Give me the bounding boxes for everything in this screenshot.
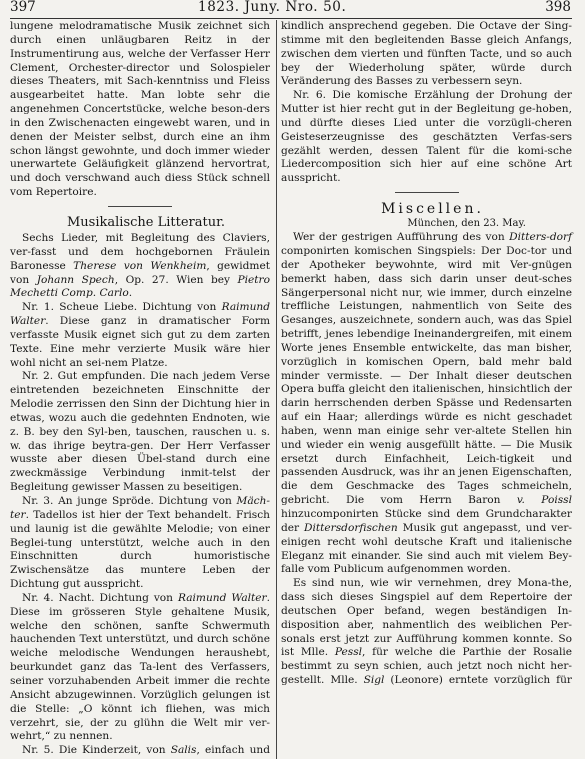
text-run: Es sind nun, wie wir vernehmen, drey Mona-the, dass sich dieses Singspiel auf dem Repertoire der deutschen Oper befand, wegen beständigen In-disposition aber, nahmentlich des weiblichen Per-sonals erst jetzt zur Aufführung kommen konnte. So ist Mlle. (281, 577, 572, 659)
issue-date-header: 1823. Juny. Nro. 50. (198, 0, 347, 15)
poet-name: Raimund Walter (10, 301, 270, 328)
section-heading-miscellen: Miscellen. (381, 201, 484, 218)
left-column (10, 20, 270, 758)
dateline: München, den 23. May. (407, 218, 526, 230)
text-run: , gewidmet von (10, 259, 270, 286)
page-number-left: 397 (10, 0, 36, 15)
composer-name: Johann Spech (36, 273, 115, 286)
text-run: . Diese im grösseren Style gehaltene Musik, welche den schönen, sanfte Schwermuth hauchenden Text unterstützt, und durch schöne weiche melodische Wendungen heraushebt, beurkundet ganz das Ta-lent des Verfassers, seiner vorzuhabenden Arbeit immer die rechte Ansicht abzugewinnen. Vorzüglich gelungen ist die Stelle: „O könnt ich fliehen, was mich verzehrt, sie, der zu glühn die Welt mir ver-wehrt,“ zu nennen. (10, 591, 270, 743)
song-1-review (10, 301, 270, 370)
theatre-review-continuation: lungene melodramatische Musik zeichnet sich durch einen unläugbaren Reitz in der Instrumentirung aus, welche der Verfasser Herr Clement, Orchester-director und Solospieler dieses Theaters, mit Sach-kenntniss und Fleiss ausgearbeitet hatte. Man lobte sehr die angenehmen Concertstücke, welche beson-ders in den Zwischenacten eingewebt waren, und in denen der Meister selbst, durch eine an ihm schon längst gewohnte, und doch immer wieder unerwartete Geläufigkeit glänzend hervortrat, und doch verschwand auch diess Stück schnell vom Repertoire. (10, 20, 270, 199)
right-column (281, 20, 572, 688)
column-divider (276, 20, 277, 759)
text-run: Nr. 3. An junge Spröde. Dichtung von (22, 495, 237, 507)
text-run: . Tadellos ist hier der Text behandelt. Frisch und launig ist die gewählte Melodie; von einer Beglei-tung unterstützt, welche auch in den Einschnitten durch humoristische Zwischensätze das muntere Leben der Dichtung gut ausspricht. (10, 508, 270, 591)
cast-report-paragraph (281, 577, 572, 688)
song-2-review: Nr. 2. Gut empfunden. Die nach jedem Verse eintretenden bezeichneten Einschnitte der Melodie zerrissen den Sinn der Dichtung hier in etwas, wozu auch die gedehnten Endnoten, wie z. B. bey den Syl-ben, tauschen, rauschen u. s. w. das ihrige beytra-gen. Der Herr Verfasser wusste aber diesen Übel-stand durch eine zweckmässige Verbindung inmit-telst der Begleitung gewisser Massen zu beseitigen. (10, 370, 270, 494)
text-run: Sechs Lieder, mit Begleitung des Claviers, ver-fasst und dem hochgebornen Fräulein Baronesse (10, 231, 270, 272)
dedicatee-name: Therese von Wenkheim (73, 259, 207, 272)
song-5-review-continuation: kindlich ansprechend gegeben. Die Octave der Sing-stimme mit den begleitenden Basse gleich Anfangs, zwischen dem vierten und fünften Tacte, und so auch bey der Wiederholung später, würde durch Veränderung des Basses zu verbessern seyn. (281, 20, 572, 88)
text-run: Wer der gestrigen Aufführung des von (293, 231, 510, 244)
text-run: , Op. 27. Wien bey (114, 273, 238, 286)
text-run: , einfach und (196, 744, 270, 757)
text-run: Nr. 4. Nacht. Dichtung von (22, 591, 178, 604)
song-5-review (10, 744, 270, 758)
poet-name: Salis (170, 744, 197, 757)
poet-name: Raimund Walter (177, 591, 267, 604)
publisher-name: Pietro Mechetti Comp. Carlo (10, 273, 270, 300)
section-divider (108, 206, 172, 207)
composer-name: Ditters-dorf (509, 231, 572, 244)
munich-report-paragraph (281, 231, 572, 577)
text-run: Nr. 5. Die Kinderzeit, von (22, 744, 171, 757)
header-rule (10, 18, 572, 19)
text-run: Musik gut angepasst, und ver-einigen recht wohl deutsche Kraft und italienische Eleganz mit einander. Sie sind auch mit vielem Bey-falle vom Publicum aufgenommen worden. (281, 521, 572, 576)
song-4-review (10, 592, 270, 744)
text-run: . Diese ganz in dramatischer Form verfasste Musik eignet sich gut zu dem zarten Texte. Eine mehr verzierte Musik wäre hier wohl nicht an sei-nem Platze. (10, 315, 270, 369)
section-divider (395, 192, 459, 193)
page-number-right: 398 (545, 0, 571, 15)
text-run: hinzucomponirten Stücke sind dem Grundcharakter der (281, 508, 572, 534)
review-title-paragraph (10, 232, 270, 301)
singer-name: Sigl (363, 674, 385, 687)
text-run: , für welche die Parthie der Rosalie bestimmt zu seyn schien, auch jetzt noch nicht her-gestellt. Mlle. (281, 646, 572, 687)
text-run: . (128, 287, 133, 300)
section-heading-musikalische-litteratur: Musikalische Litteratur. (66, 214, 226, 230)
singer-name: Pessl (334, 646, 363, 659)
text-run: (Leonore) erntete vorzüglich für (384, 674, 572, 687)
page-header (0, 0, 585, 20)
poet-name: Mäch-ter (10, 495, 270, 521)
text-run: Nr. 1. Scheue Liebe. Dichtung von (22, 301, 222, 314)
song-3-review (10, 495, 270, 592)
text-run: componirten komischen Singspiels: Der Doc-tor und der Apotheker beywohnte, wird mit Ver-gnügen bemerkt haben, dass sich darin unser deut-sches Sängerpersonal nicht nur, wie immer, durch einzelne treffliche Leistungen, nahmentlich von Seite des Gesanges, auszeichnete, sondern auch, was das Spiel betrifft, jenes lebendige Ineinandergreifen, mit einem Worte jenes Ensemble entwickelte, das man bisher, vorzüglich in komischen Opern, bald mehr bald minder vermisste. — Der Inhalt dieser deutschen Opera buffa gleicht den italienischen, hinsichtlich der darin herrschenden derben Spässe und Redensarten auf ein Haar; allerdings würde es nicht geschadet haben, wenn man einige sehr ver-altete Stellen hin und wieder ein wenig ausgefüllt hätte. — Die Musik ersetzt durch Einfachheit, Leich-tigkeit und passenden Ausdruck, was ihr an jenen Eigenschaften, die dem Geschmacke des Tages schmeicheln, gebricht. Die vom Herrn Baron (281, 244, 572, 507)
composer-name: v. Poissl (516, 494, 572, 507)
composer-adjective: Dittersdorfischen (304, 521, 398, 534)
song-6-review: Nr. 6. Die komische Erzählung der Drohung der Mutter ist hier recht gut in der Begleitung ge-hoben, und dürfte dieses Lied unter die vorzügli-cheren Geisteserzeugnisse des geschätzten Verfas-sers gezählt werden, dessen Talent für die komi-sche Liedercomposition sich hier auf eine schöne Art ausspricht. (281, 89, 572, 185)
